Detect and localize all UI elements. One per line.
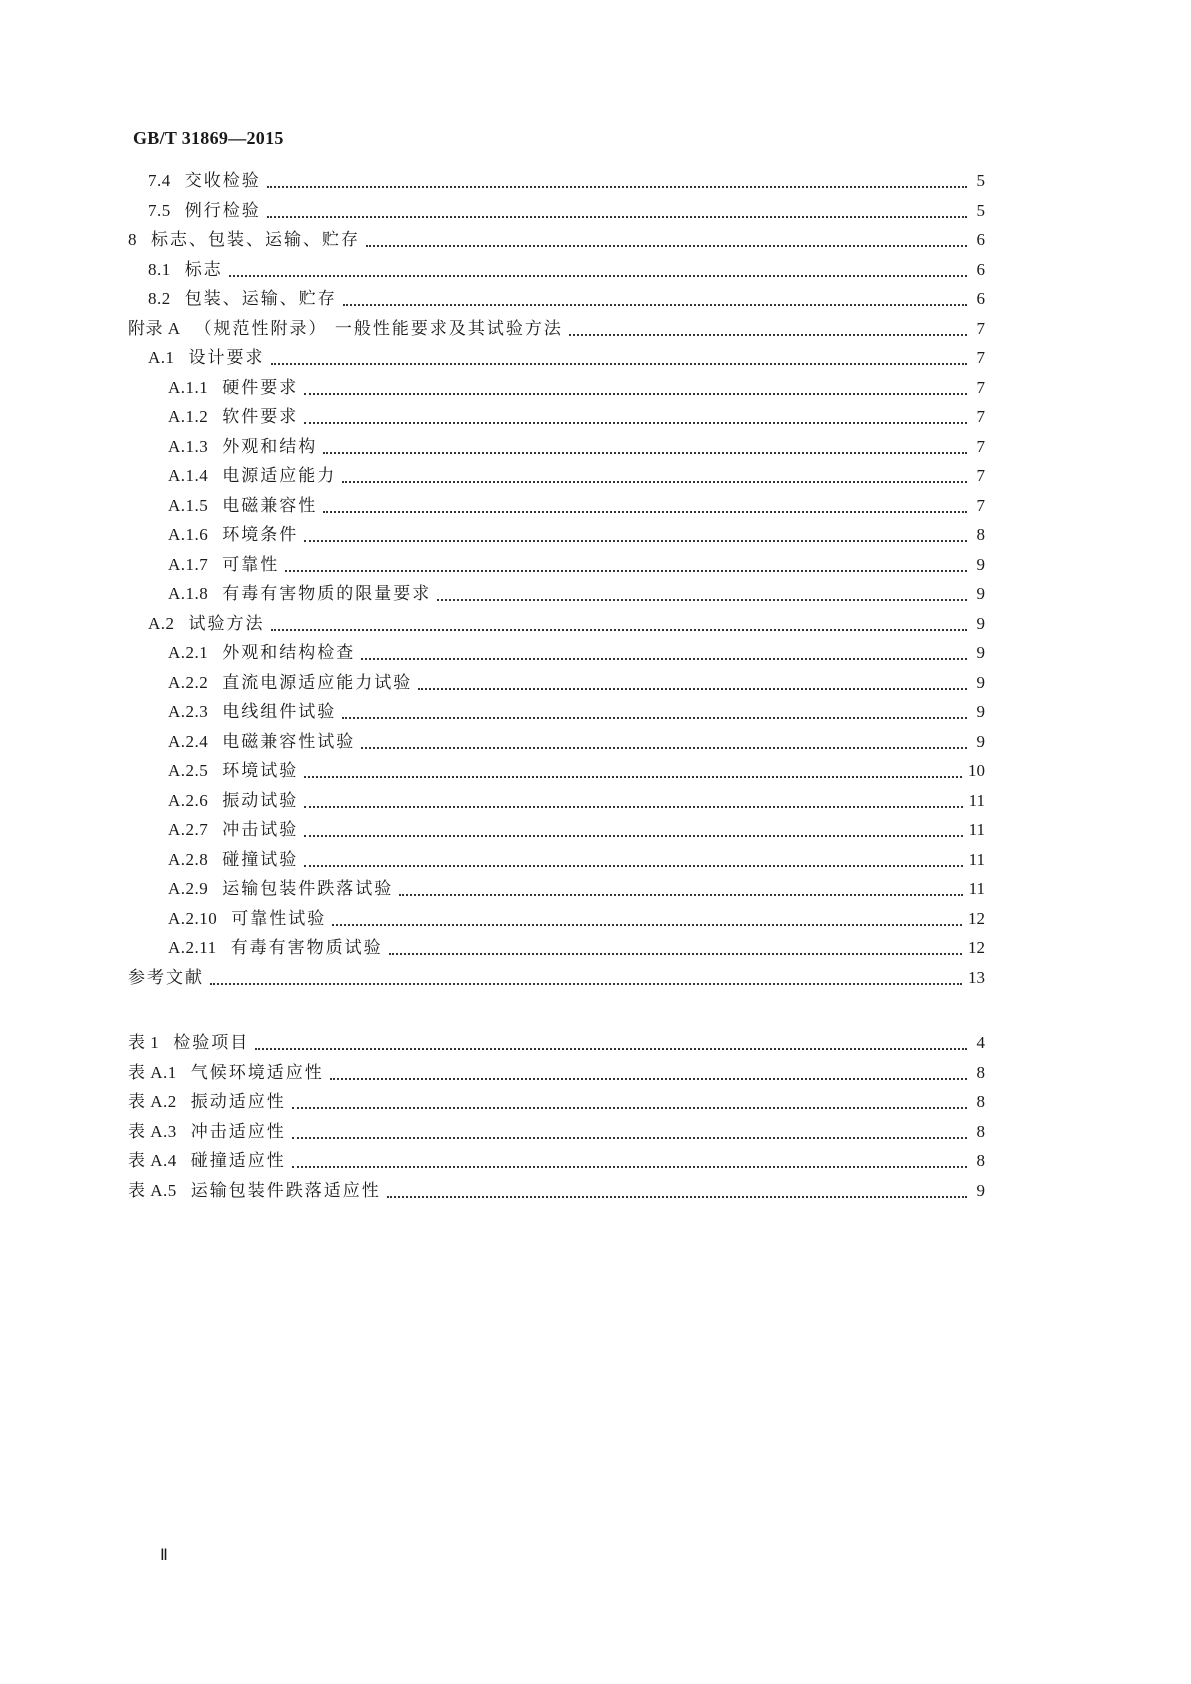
dot-leader xyxy=(366,245,967,247)
toc-entry-number: 7.4 xyxy=(148,171,171,190)
toc-entry-title: 电线组件试验 xyxy=(222,702,337,722)
toc-entry-title: 交收检验 xyxy=(184,171,261,191)
toc-entry-page: 7 xyxy=(976,407,985,426)
toc-entry-title: 有毒有害物质的限量要求 xyxy=(222,584,432,604)
toc-entry-page: 7 xyxy=(976,319,985,338)
dot-leader xyxy=(342,717,967,719)
dot-leader xyxy=(418,688,967,690)
toc-entry-page: 9 xyxy=(976,584,985,603)
dot-leader xyxy=(361,658,967,660)
toc-entry-page: 7 xyxy=(976,466,985,485)
dot-leader xyxy=(304,835,962,837)
toc-entry-page: 10 xyxy=(968,761,985,780)
toc-entry-title: 电磁兼容性 xyxy=(222,496,318,516)
toc-entry-page: 7 xyxy=(976,378,985,397)
toc-entry-number: A.2.1 xyxy=(168,643,209,662)
toc-entry-page: 5 xyxy=(976,201,985,220)
toc-entry-title: 软件要求 xyxy=(222,407,299,427)
toc-entry-title: 运输包装件跌落试验 xyxy=(222,879,394,899)
document-code: GB/T 31869—2015 xyxy=(133,128,284,148)
toc-entry[interactable] xyxy=(128,1120,985,1144)
toc-entry[interactable] xyxy=(128,228,985,252)
dot-leader xyxy=(304,540,967,542)
toc-entry-number: A.2.10 xyxy=(168,909,218,928)
toc-entry-number: 表 1 xyxy=(128,1033,160,1052)
toc-entry-page: 12 xyxy=(968,909,985,928)
toc-entry-number: A.2.5 xyxy=(168,761,209,780)
toc-entry[interactable] xyxy=(168,464,985,488)
toc-entry-page: 12 xyxy=(968,938,985,957)
toc-entry-number: A.2.4 xyxy=(168,732,209,751)
toc-entry[interactable] xyxy=(148,199,985,223)
toc-entry-title: 可靠性试验 xyxy=(231,909,327,929)
toc-entry[interactable] xyxy=(128,317,985,341)
toc-entry-number: 8 xyxy=(128,230,137,249)
toc-entry[interactable] xyxy=(168,582,985,606)
dot-leader xyxy=(437,599,967,601)
toc-entry-title: 设计要求 xyxy=(188,348,265,368)
toc-entry[interactable] xyxy=(128,1031,985,1055)
toc-entry-number: A.2.7 xyxy=(168,820,209,839)
dot-leader xyxy=(304,865,962,867)
toc-entry-number: A.1.7 xyxy=(168,555,209,574)
toc-entry-page: 9 xyxy=(976,673,985,692)
toc-entry[interactable] xyxy=(168,494,985,518)
toc-entry-page: 6 xyxy=(976,230,985,249)
toc-entry-number: 表 A.3 xyxy=(128,1122,177,1141)
toc-entry-title: 标志 xyxy=(184,260,223,280)
toc-entry-title: 参考文献 xyxy=(128,968,204,988)
toc-entry-title: （规范性附录） 一般性能要求及其试验方法 xyxy=(194,319,563,339)
toc-entry-title: 冲击适应性 xyxy=(190,1122,286,1142)
toc-entry-title: 例行检验 xyxy=(184,201,261,221)
toc-entry-number: A.1 xyxy=(148,348,175,367)
toc-entry[interactable] xyxy=(148,612,985,636)
toc-entry-number: A.2.2 xyxy=(168,673,209,692)
dot-leader xyxy=(323,452,967,454)
dot-leader xyxy=(292,1166,967,1168)
dot-leader xyxy=(255,1048,967,1050)
toc-entry-title: 电源适应能力 xyxy=(222,466,337,486)
toc-entry-title: 环境条件 xyxy=(222,525,299,545)
toc-entry-number: A.1.2 xyxy=(168,407,209,426)
toc-entry[interactable] xyxy=(148,169,985,193)
toc-entry[interactable] xyxy=(168,789,985,813)
toc-entry[interactable] xyxy=(168,523,985,547)
dot-leader xyxy=(399,894,962,896)
toc-entry-number: A.2.11 xyxy=(168,938,217,957)
toc-entry-number: A.1.4 xyxy=(168,466,209,485)
toc-entry-title: 外观和结构 xyxy=(222,437,318,457)
toc-entry-number: 表 A.1 xyxy=(128,1063,177,1082)
toc-entry-page: 7 xyxy=(976,348,985,367)
toc-entry-title: 试验方法 xyxy=(188,614,265,634)
toc-entry[interactable] xyxy=(168,730,985,754)
toc-entry-page: 11 xyxy=(968,820,985,839)
toc-entry-title: 可靠性 xyxy=(222,555,280,575)
toc-entry[interactable] xyxy=(168,405,985,429)
toc-entry-number: 7.5 xyxy=(148,201,171,220)
toc-entry-number: A.1.5 xyxy=(168,496,209,515)
toc-entry-page: 8 xyxy=(976,1092,985,1111)
dot-leader xyxy=(361,747,967,749)
toc-entry[interactable] xyxy=(168,553,985,577)
toc-entry-title: 冲击试验 xyxy=(222,820,299,840)
toc-entry-number: A.2.9 xyxy=(168,879,209,898)
toc-entry-page: 11 xyxy=(968,850,985,869)
dot-leader xyxy=(292,1107,967,1109)
toc-entry-title: 振动适应性 xyxy=(190,1092,286,1112)
toc-entry[interactable] xyxy=(128,1090,985,1114)
toc-entry-page: 11 xyxy=(968,791,985,810)
toc-entry-number: 附录 A xyxy=(128,319,181,338)
toc-entry[interactable] xyxy=(148,258,985,282)
toc-entry[interactable] xyxy=(168,376,985,400)
toc-entry-page: 13 xyxy=(968,968,985,987)
toc-entry-page: 9 xyxy=(976,732,985,751)
toc-entry-number: A.1.8 xyxy=(168,584,209,603)
toc-entry-title: 气候环境适应性 xyxy=(190,1063,324,1083)
toc-entry[interactable] xyxy=(128,1149,985,1173)
toc-entry[interactable] xyxy=(168,759,985,783)
dot-leader xyxy=(304,776,962,778)
dot-leader xyxy=(271,363,967,365)
toc-entry-page: 7 xyxy=(976,496,985,515)
toc-entry-number: A.1.6 xyxy=(168,525,209,544)
toc-entry-page: 6 xyxy=(976,289,985,308)
toc-entry-number: 8.1 xyxy=(148,260,171,279)
toc-entry-page: 9 xyxy=(976,1181,985,1200)
toc-entry-title: 有毒有害物质试验 xyxy=(230,938,383,958)
toc-entry[interactable] xyxy=(168,671,985,695)
toc-entry[interactable] xyxy=(168,818,985,842)
toc-entry[interactable] xyxy=(168,641,985,665)
toc-entry[interactable] xyxy=(168,877,985,901)
dot-leader xyxy=(389,953,962,955)
toc-entry-page: 6 xyxy=(976,260,985,279)
toc-entry-title: 外观和结构检查 xyxy=(222,643,356,663)
toc-entry-title: 振动试验 xyxy=(222,791,299,811)
dot-leader xyxy=(267,186,967,188)
toc-entry-number: 8.2 xyxy=(148,289,171,308)
toc-entry-number: A.1.1 xyxy=(168,378,209,397)
toc-entry-title: 碰撞适应性 xyxy=(190,1151,286,1171)
toc-entry-number: 表 A.2 xyxy=(128,1092,177,1111)
toc-entry-page: 8 xyxy=(976,1122,985,1141)
toc-entry-title: 碰撞试验 xyxy=(222,850,299,870)
toc-entry[interactable] xyxy=(128,966,985,990)
toc-entry-page: 9 xyxy=(976,643,985,662)
toc-entry-title: 电磁兼容性试验 xyxy=(222,732,356,752)
toc-entry[interactable] xyxy=(148,287,985,311)
dot-leader xyxy=(569,334,967,336)
dot-leader xyxy=(229,275,967,277)
toc-entry-title: 运输包装件跌落适应性 xyxy=(190,1181,381,1201)
page-number: Ⅱ xyxy=(160,1547,168,1564)
toc-entry-page: 9 xyxy=(976,702,985,721)
toc-entry-number: 表 A.5 xyxy=(128,1181,177,1200)
dot-leader xyxy=(323,511,967,513)
dot-leader xyxy=(343,304,967,306)
toc-entry[interactable] xyxy=(168,907,985,931)
toc-entry-page: 9 xyxy=(976,614,985,633)
toc-entry-page: 7 xyxy=(976,437,985,456)
toc-entry-number: A.1.3 xyxy=(168,437,209,456)
toc-entry-page: 11 xyxy=(968,879,985,898)
toc-entry-title: 硬件要求 xyxy=(222,378,299,398)
dot-leader xyxy=(387,1196,967,1198)
dot-leader xyxy=(285,570,967,572)
dot-leader xyxy=(267,216,967,218)
toc-entry-number: A.2 xyxy=(148,614,175,633)
toc-entry-page: 5 xyxy=(976,171,985,190)
dot-leader xyxy=(304,393,967,395)
toc-entry[interactable] xyxy=(148,346,985,370)
toc-entry-page: 8 xyxy=(976,525,985,544)
toc-entry-title: 标志、包装、运输、贮存 xyxy=(151,230,360,250)
dot-leader xyxy=(271,629,967,631)
toc-entry-number: A.2.3 xyxy=(168,702,209,721)
toc-entry-title: 包装、运输、贮存 xyxy=(184,289,337,309)
toc-entry[interactable] xyxy=(168,936,985,960)
toc-entry-number: 表 A.4 xyxy=(128,1151,177,1170)
toc-entry[interactable] xyxy=(168,700,985,724)
dot-leader xyxy=(330,1078,967,1080)
dot-leader xyxy=(304,806,962,808)
toc-entry-page: 8 xyxy=(976,1063,985,1082)
toc-entry[interactable] xyxy=(128,1179,985,1203)
dot-leader xyxy=(332,924,962,926)
toc-entry[interactable] xyxy=(168,848,985,872)
toc-entry-title: 环境试验 xyxy=(222,761,299,781)
dot-leader xyxy=(210,983,962,985)
toc-entry-page: 9 xyxy=(976,555,985,574)
toc-entry-title: 检验项目 xyxy=(173,1033,250,1053)
toc-entry-number: A.2.8 xyxy=(168,850,209,869)
toc-entry-title: 直流电源适应能力试验 xyxy=(222,673,413,693)
toc-entry[interactable] xyxy=(168,435,985,459)
dot-leader xyxy=(292,1137,967,1139)
dot-leader xyxy=(304,422,967,424)
dot-leader xyxy=(342,481,967,483)
toc-entry-number: A.2.6 xyxy=(168,791,209,810)
toc-entry-page: 8 xyxy=(976,1151,985,1170)
toc-entry[interactable] xyxy=(128,1061,985,1085)
toc-entry-page: 4 xyxy=(976,1033,985,1052)
